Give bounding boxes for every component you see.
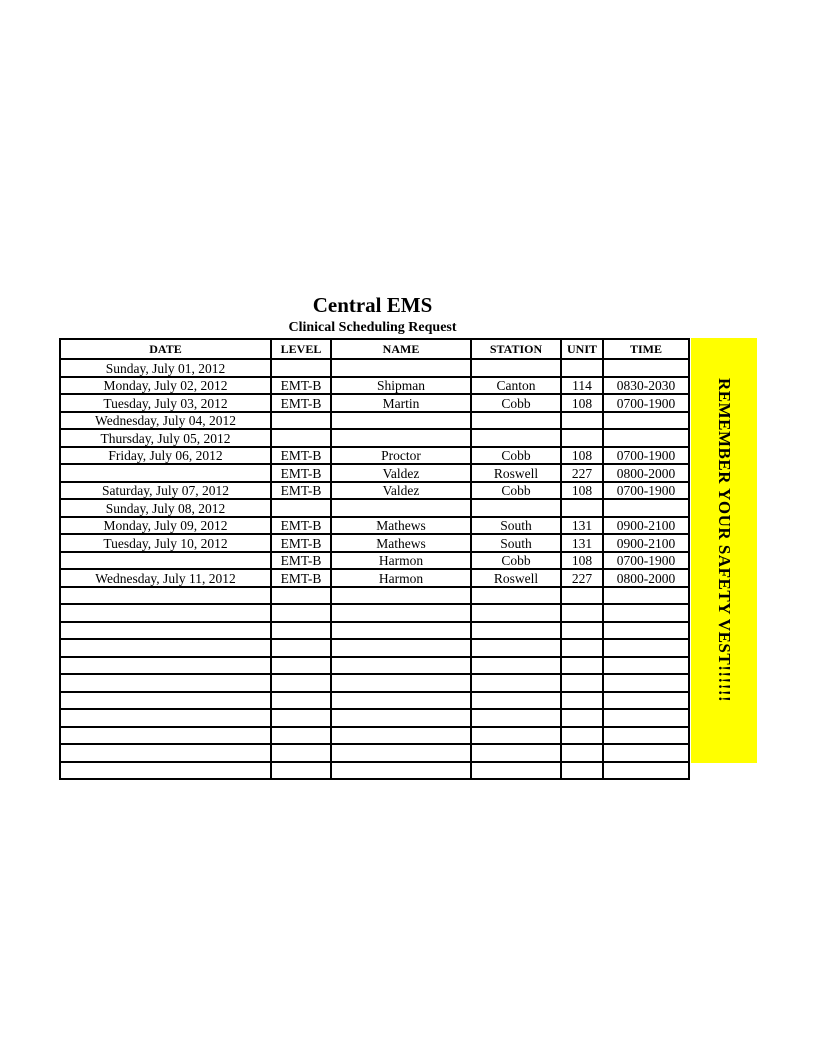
cell-station (471, 692, 561, 710)
cell-name (331, 499, 471, 517)
cell-station: Cobb (471, 552, 561, 570)
cell-date (60, 604, 271, 622)
cell-date (60, 622, 271, 640)
table-row (60, 709, 689, 727)
cell-level (271, 359, 331, 377)
cell-station (471, 587, 561, 605)
cell-date (60, 744, 271, 762)
cell-time: 0900-2100 (603, 517, 689, 535)
column-header-station: STATION (471, 339, 561, 359)
cell-date: Friday, July 06, 2012 (60, 447, 271, 465)
cell-name (331, 587, 471, 605)
cell-time: 0830-2030 (603, 377, 689, 395)
cell-unit (561, 587, 603, 605)
cell-date (60, 552, 271, 570)
cell-unit: 131 (561, 534, 603, 552)
cell-name: Martin (331, 394, 471, 412)
cell-unit (561, 429, 603, 447)
cell-level: EMT-B (271, 447, 331, 465)
cell-unit: 108 (561, 552, 603, 570)
table-body (60, 359, 689, 779)
table-row (60, 499, 689, 517)
cell-station: South (471, 534, 561, 552)
column-header-name: NAME (331, 339, 471, 359)
cell-time (603, 359, 689, 377)
cell-date: Thursday, July 05, 2012 (60, 429, 271, 447)
cell-station: Cobb (471, 394, 561, 412)
cell-unit: 131 (561, 517, 603, 535)
table-row (60, 412, 689, 430)
cell-name (331, 674, 471, 692)
cell-date: Tuesday, July 10, 2012 (60, 534, 271, 552)
cell-date: Saturday, July 07, 2012 (60, 482, 271, 500)
cell-date: Sunday, July 01, 2012 (60, 359, 271, 377)
cell-name: Mathews (331, 534, 471, 552)
cell-time (603, 622, 689, 640)
cell-level: EMT-B (271, 394, 331, 412)
cell-date: Wednesday, July 04, 2012 (60, 412, 271, 430)
table-row (60, 622, 689, 640)
cell-level (271, 727, 331, 745)
cell-station (471, 499, 561, 517)
cell-name: Shipman (331, 377, 471, 395)
cell-station (471, 429, 561, 447)
cell-name: Valdez (331, 482, 471, 500)
cell-time (603, 674, 689, 692)
table-row (60, 377, 689, 395)
cell-station: Canton (471, 377, 561, 395)
cell-unit (561, 709, 603, 727)
cell-date: Tuesday, July 03, 2012 (60, 394, 271, 412)
cell-unit: 227 (561, 464, 603, 482)
table-row (60, 464, 689, 482)
cell-time (603, 762, 689, 780)
cell-name (331, 762, 471, 780)
cell-time (603, 727, 689, 745)
table-row (60, 604, 689, 622)
cell-time: 0700-1900 (603, 447, 689, 465)
cell-time (603, 412, 689, 430)
column-header-date: DATE (60, 339, 271, 359)
cell-name (331, 412, 471, 430)
cell-level (271, 674, 331, 692)
cell-name: Mathews (331, 517, 471, 535)
table-row (60, 639, 689, 657)
cell-unit (561, 499, 603, 517)
cell-time: 0700-1900 (603, 552, 689, 570)
table-row (60, 359, 689, 377)
cell-date: Monday, July 02, 2012 (60, 377, 271, 395)
cell-station: South (471, 517, 561, 535)
cell-station: Cobb (471, 482, 561, 500)
cell-date: Monday, July 09, 2012 (60, 517, 271, 535)
cell-date (60, 657, 271, 675)
cell-level (271, 709, 331, 727)
cell-level (271, 429, 331, 447)
cell-level (271, 639, 331, 657)
cell-time (603, 639, 689, 657)
table-row (60, 447, 689, 465)
table-row (60, 394, 689, 412)
cell-unit (561, 604, 603, 622)
cell-unit (561, 762, 603, 780)
cell-unit: 108 (561, 482, 603, 500)
cell-station (471, 727, 561, 745)
cell-time (603, 587, 689, 605)
cell-unit (561, 674, 603, 692)
cell-station (471, 744, 561, 762)
cell-unit: 108 (561, 394, 603, 412)
cell-time (603, 692, 689, 710)
cell-time: 0900-2100 (603, 534, 689, 552)
safety-vest-banner (691, 338, 757, 763)
table-row (60, 727, 689, 745)
cell-unit (561, 412, 603, 430)
cell-name (331, 657, 471, 675)
table-row (60, 744, 689, 762)
cell-date: Wednesday, July 11, 2012 (60, 569, 271, 587)
cell-level (271, 692, 331, 710)
cell-level (271, 744, 331, 762)
cell-unit: 227 (561, 569, 603, 587)
cell-date (60, 709, 271, 727)
table-row (60, 569, 689, 587)
cell-time (603, 657, 689, 675)
safety-vest-text: REMEMBER YOUR SAFETY VEST!!!!!! (715, 378, 734, 703)
cell-time (603, 604, 689, 622)
cell-station: Roswell (471, 569, 561, 587)
cell-date (60, 464, 271, 482)
cell-time: 0700-1900 (603, 482, 689, 500)
cell-name (331, 429, 471, 447)
cell-station (471, 762, 561, 780)
cell-unit (561, 359, 603, 377)
cell-name (331, 622, 471, 640)
cell-name (331, 709, 471, 727)
cell-station: Roswell (471, 464, 561, 482)
cell-level (271, 499, 331, 517)
cell-level: EMT-B (271, 569, 331, 587)
table-row (60, 587, 689, 605)
cell-station (471, 604, 561, 622)
table-row (60, 534, 689, 552)
column-header-time: TIME (603, 339, 689, 359)
cell-name: Harmon (331, 569, 471, 587)
column-header-unit: UNIT (561, 339, 603, 359)
cell-level (271, 412, 331, 430)
cell-time: 0800-2000 (603, 464, 689, 482)
cell-date (60, 692, 271, 710)
table-row (60, 674, 689, 692)
cell-station (471, 657, 561, 675)
column-header-level: LEVEL (271, 339, 331, 359)
cell-time (603, 499, 689, 517)
table-row (60, 429, 689, 447)
cell-date (60, 674, 271, 692)
cell-station (471, 359, 561, 377)
page-title: Central EMS (312, 293, 433, 317)
cell-station (471, 412, 561, 430)
cell-date (60, 639, 271, 657)
cell-date (60, 727, 271, 745)
cell-time (603, 429, 689, 447)
cell-date (60, 762, 271, 780)
cell-name (331, 692, 471, 710)
cell-name (331, 727, 471, 745)
cell-level (271, 657, 331, 675)
cell-name (331, 604, 471, 622)
cell-level: EMT-B (271, 552, 331, 570)
cell-station (471, 674, 561, 692)
cell-station (471, 709, 561, 727)
cell-station (471, 639, 561, 657)
cell-level (271, 762, 331, 780)
cell-date: Sunday, July 08, 2012 (60, 499, 271, 517)
table-row (60, 482, 689, 500)
table-header-row (60, 339, 689, 359)
table-row (60, 517, 689, 535)
cell-time (603, 744, 689, 762)
cell-date (60, 587, 271, 605)
cell-name: Proctor (331, 447, 471, 465)
cell-time: 0700-1900 (603, 394, 689, 412)
cell-unit: 114 (561, 377, 603, 395)
cell-time: 0800-2000 (603, 569, 689, 587)
cell-name: Harmon (331, 552, 471, 570)
cell-unit (561, 657, 603, 675)
cell-name (331, 744, 471, 762)
cell-name (331, 639, 471, 657)
cell-unit (561, 639, 603, 657)
cell-level (271, 587, 331, 605)
cell-unit (561, 622, 603, 640)
cell-unit (561, 692, 603, 710)
cell-level (271, 604, 331, 622)
cell-level: EMT-B (271, 464, 331, 482)
cell-unit: 108 (561, 447, 603, 465)
cell-level: EMT-B (271, 377, 331, 395)
table-row (60, 657, 689, 675)
cell-unit (561, 744, 603, 762)
cell-station (471, 622, 561, 640)
cell-level: EMT-B (271, 534, 331, 552)
table-row (60, 692, 689, 710)
cell-unit (561, 727, 603, 745)
schedule-table (59, 338, 690, 780)
table-row (60, 762, 689, 780)
cell-level (271, 622, 331, 640)
cell-name (331, 359, 471, 377)
cell-level: EMT-B (271, 517, 331, 535)
cell-name: Valdez (331, 464, 471, 482)
cell-time (603, 709, 689, 727)
cell-station: Cobb (471, 447, 561, 465)
page-subtitle: Clinical Scheduling Request (288, 320, 457, 335)
cell-level: EMT-B (271, 482, 331, 500)
table-row (60, 552, 689, 570)
